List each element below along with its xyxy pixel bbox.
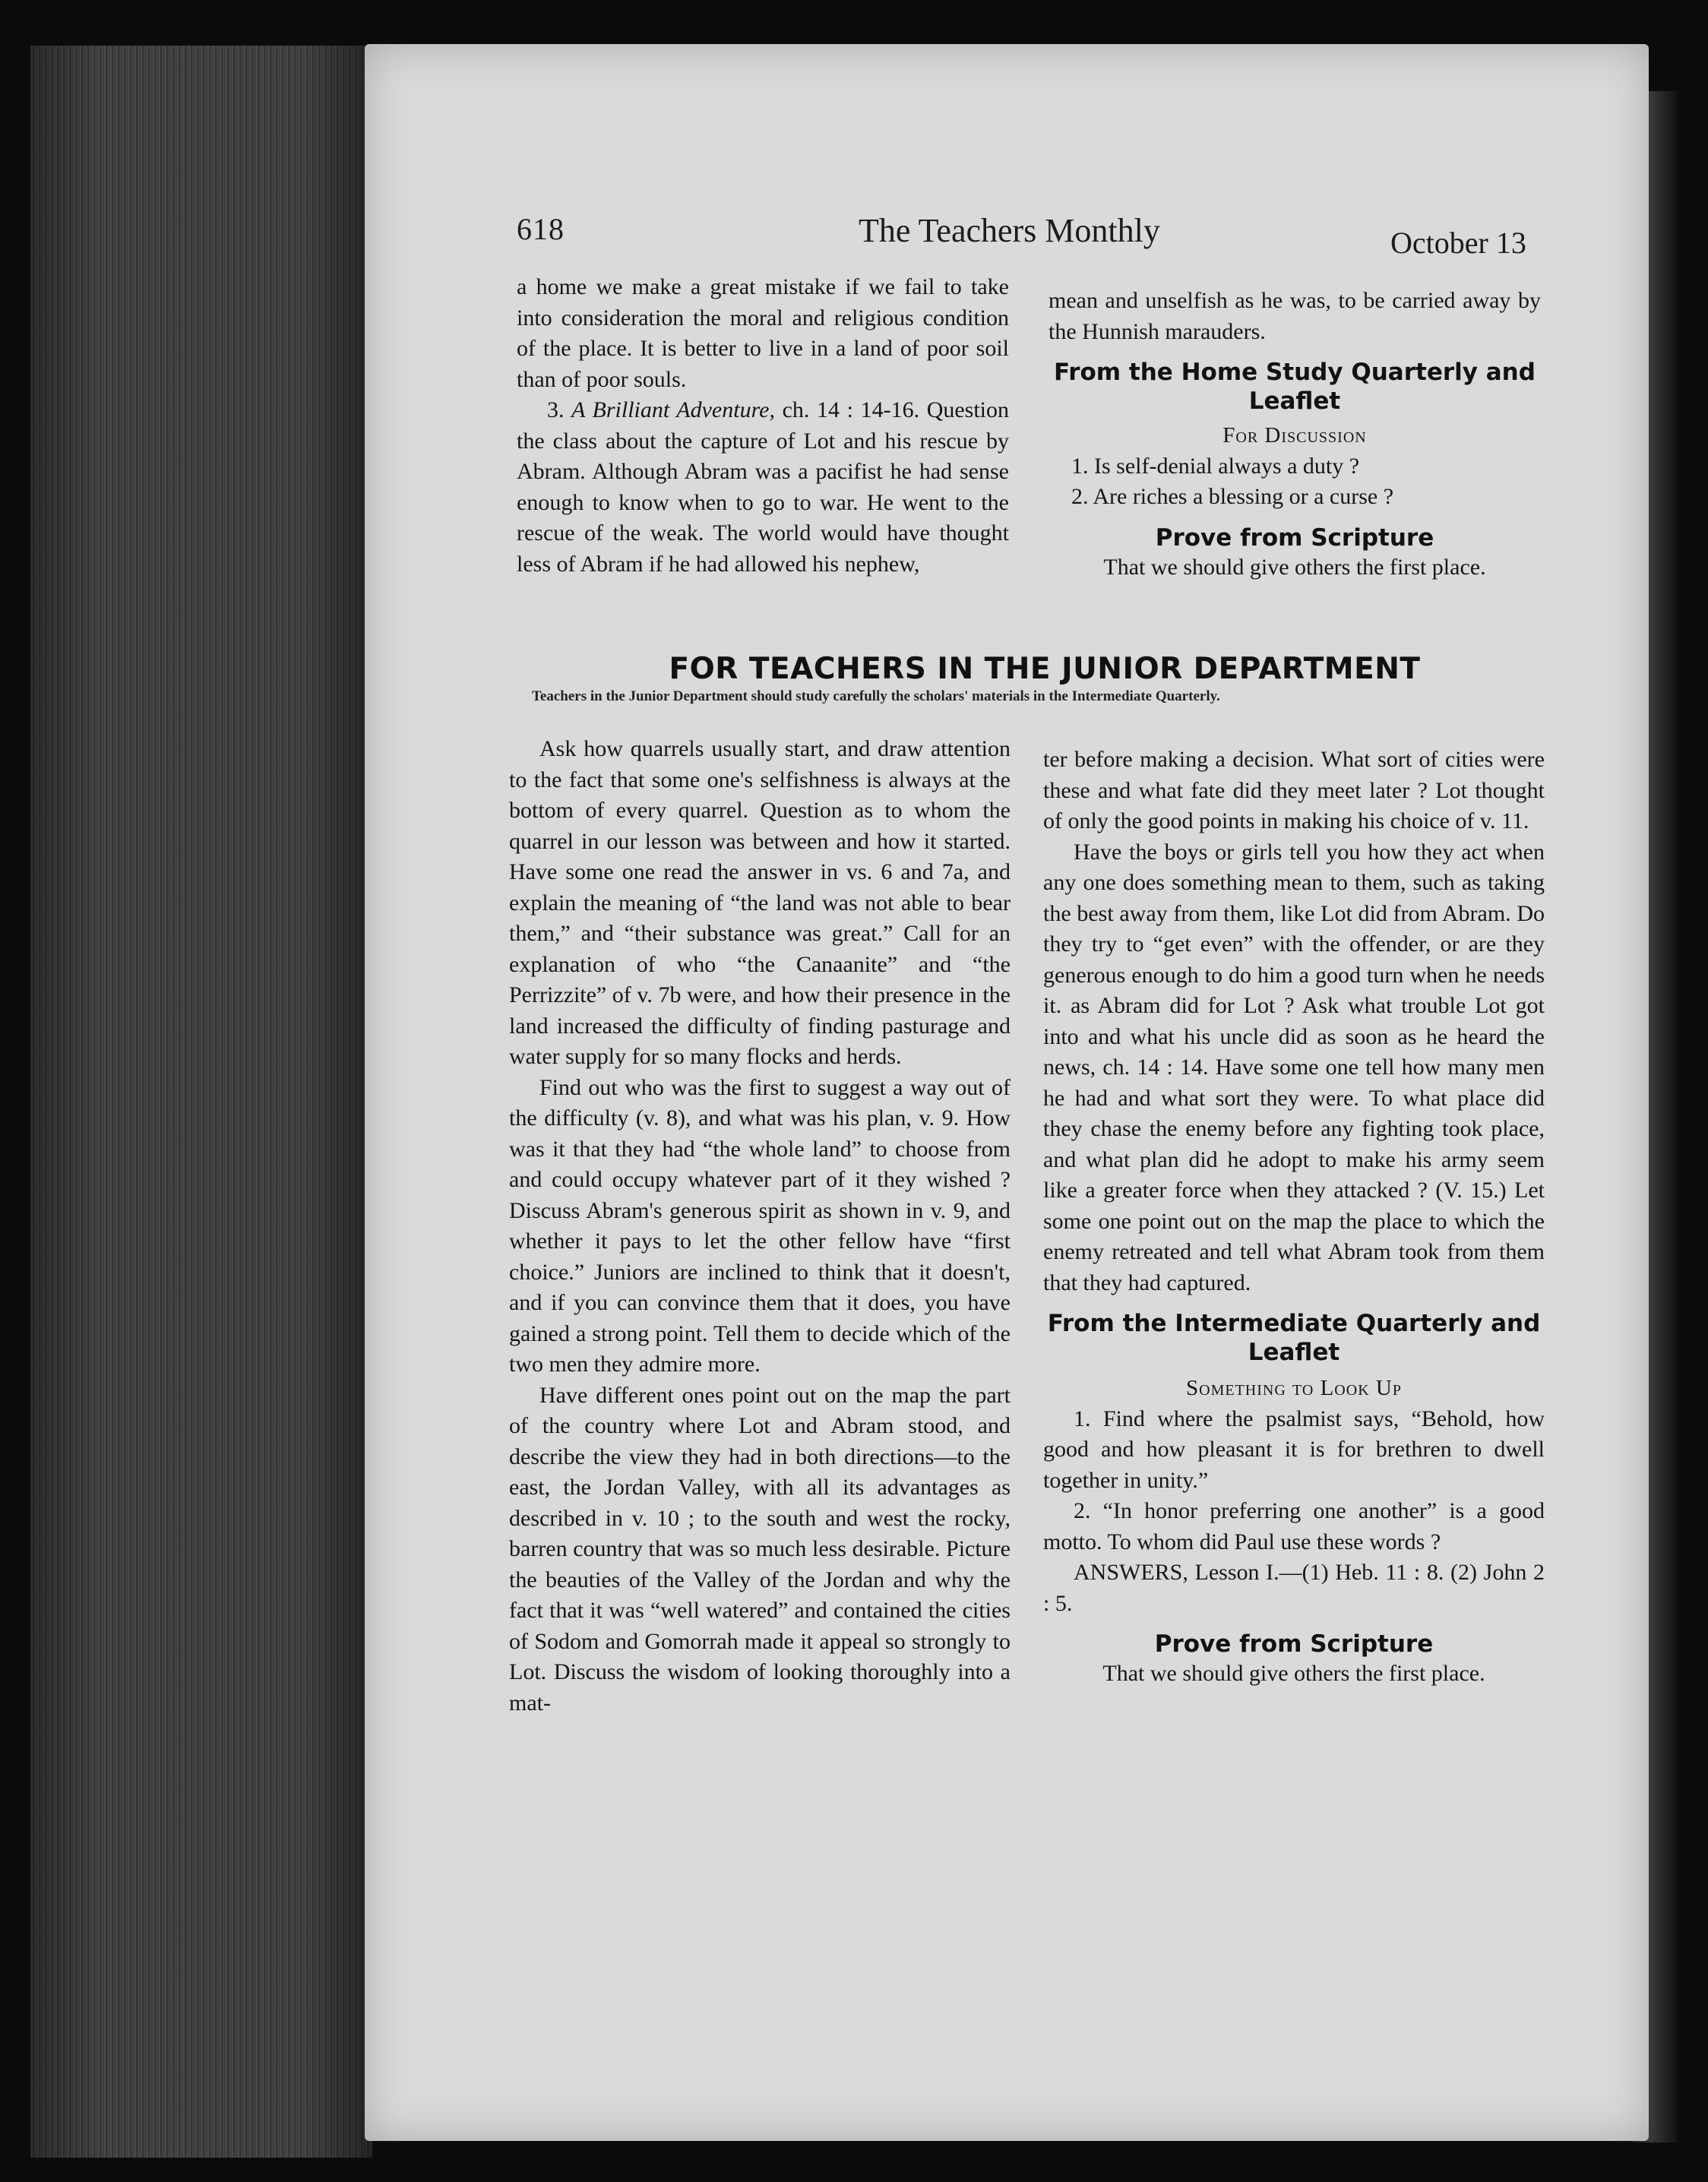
paragraph: Find out who was the first to suggest a way out of the difficulty (v. 8), and what was his plan, v. 9. How was it that they had “the whole land” to choose from and could occupy whatever part of it they wished ? Discuss Abram's generous spirit as shown in v. 9, and whether it pays to let the other fellow have “first choice.” Juniors are inclined to think that it doesn't, and if you can convince them that it does, you have gained a strong point. Tell them to decide which of the two men they admire more. [509,1074,1011,1377]
bottom-left-column [509,734,1011,1719]
paragraph: Have the boys or girls tell you how they act when any one does something mean to them, such as taking the best away from them, like Lot did from Abram. Do they try to “get even” with the offender, or are they generous enough to do him a good turn when he needs it. as Abram did for Lot ? Ask what trouble Lot got into and what his uncle did as soon as he heard the news, ch. 14 : 14. Have some one tell how many men he had and what sort they were. To what place did they chase the enemy before any fighting took place, and what plan did he adopt to make his army seem like a greater force when they attacked ? (V. 15.) Let some one point out on the map the place to which the enemy retreated and tell what Abram took from them that they had captured. [1043,839,1545,1295]
prove-text: That we should give others the first place. [1102,1661,1485,1686]
issue-date: October 13 [1390,226,1526,260]
paragraph: a home we make a great mistake if we fail to take into consideration the moral and religious condition of the place. It is better to live in a land of poor soil than of poor souls. [517,274,1009,392]
item-text: ch. 14 : 14-16. Question the class about the capture of Lot and his rescue by Abram. Although Abram was a pacifist he had sense enough to know when to go to war. He went to the rescue of the weak. The world would have thought less of Abram if he had allowed his nephew, [517,397,1010,577]
top-right-column [1049,286,1541,583]
paragraph: Ask how quarrels usually start, and draw attention to the fact that some one's selfishness is always at the bottom of every quarrel. Question as to whom the quarrel in our lesson was between and how it started. Have some one read the answer in vs. 6 and 7a, and explain the meaning of “the land was not able to bear them,” and “their substance was great.” Call for an explanation of who “the Canaanite” and “the Perrizzite” of v. 7b were, and how their presence in the land increased the difficulty of finding pasturage and water supply for so many flocks and herds. [509,736,1011,1069]
list-item: 2. Are riches a blessing or a curse ? [1071,484,1394,509]
section-heading: From the Home Study Quarterly and Leaflet [1054,359,1536,415]
book-spine-edge [30,46,372,2158]
section-subheading: For Discussion [1222,423,1367,447]
answers: ANSWERS, Lesson I.—(1) Heb. 11 : 8. (2) John 2 : 5. [1043,1560,1545,1616]
top-left-column [517,272,1009,580]
prove-text: That we should give others the first place. [1103,554,1486,580]
page-number: 618 [517,212,565,246]
journal-title: The Teachers Monthly [859,212,1160,249]
department-note: Teachers in the Junior Department should study carefully the scholars' materials in the Intermediate Quarterly. [532,688,1220,704]
prove-heading: Prove from Scripture [1155,523,1434,552]
section-heading: From the Intermediate Quarterly and Leaflet [1047,1310,1541,1366]
prove-heading: Prove from Scripture [1154,1630,1434,1658]
paragraph: 2. “In honor preferring one another” is a good motto. To whom did Paul use these words ? [1043,1498,1545,1554]
section-subheading: Something to Look Up [1186,1376,1402,1400]
bottom-right-column [1043,745,1545,1690]
item-number: 3. [547,397,565,422]
paragraph [517,395,1009,580]
book-page [365,44,1649,2141]
paragraph: ter before making a decision. What sort of cities were these and what fate did they meet later ? Lot thought of only the good points in making his choice of v. 11. [1043,747,1545,833]
department-heading: FOR TEACHERS IN THE JUNIOR DEPARTMENT [669,652,1421,686]
item-title: A Brilliant Adventure, [571,397,775,422]
paragraph: 1. Find where the psalmist says, “Behold, how good and how pleasant it is for brethren to dwell together in unity.” [1043,1406,1545,1493]
list-item: 1. Is self-denial always a duty ? [1071,453,1360,479]
paragraph: Have different ones point out on the map the part of the country where Lot and Abram stood, and describe the view they had in both directions—to the east, the Jordan Valley, with all its advantages as described in v. 10 ; to the south and west the rocky, barren country that was so much less desirable. Picture the beauties of the Valley of the Jordan and why the fact that it was “well watered” and contained the cities of Sodom and Gomorrah made it appeal so strongly to Lot. Discuss the wisdom of looking thoroughly into a mat- [509,1382,1011,1716]
paragraph: mean and unselfish as he was, to be carried away by the Hunnish marauders. [1049,288,1541,344]
running-header [365,204,1649,260]
